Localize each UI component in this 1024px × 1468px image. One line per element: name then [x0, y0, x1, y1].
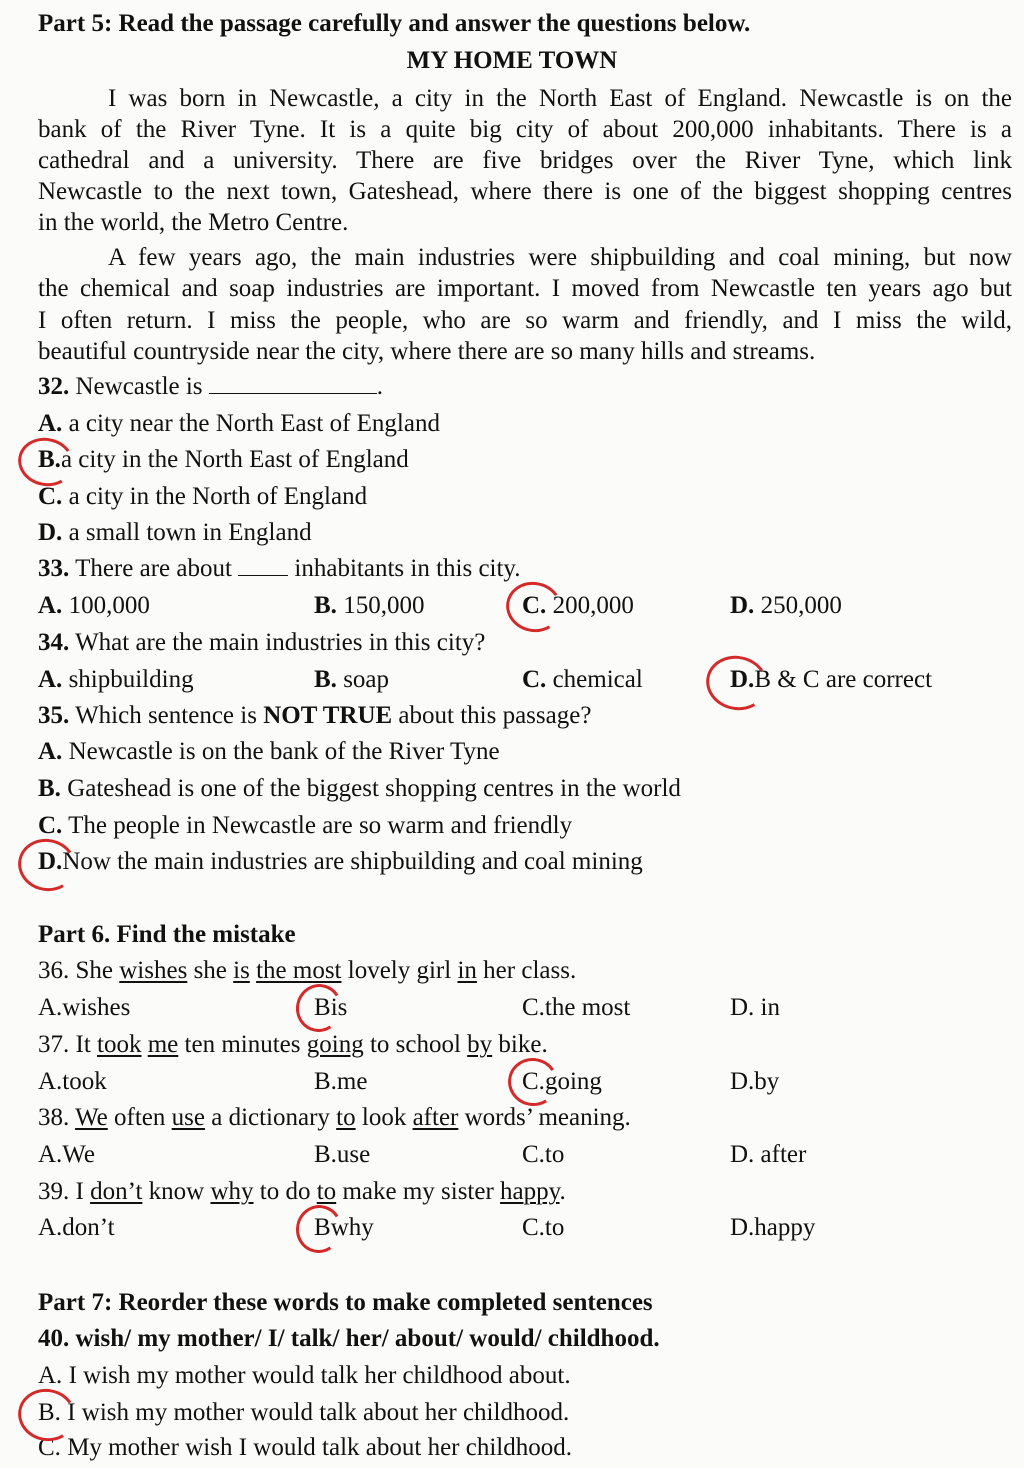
q40-option-b[interactable] — [38, 1397, 569, 1428]
q40-prompt: 40. wish/ my mother/ I/ talk/ her/ about/ would/ childhood. — [38, 1325, 660, 1352]
option-letter: B. — [314, 592, 337, 619]
q37-option-c[interactable] — [522, 1066, 602, 1097]
q32-number: 32. — [38, 373, 70, 400]
option-letter: D. — [38, 519, 63, 546]
part5-heading: Part 5: Read the passage carefully and answer the questions below. — [38, 10, 751, 37]
q38-option-b[interactable]: B.use — [314, 1141, 371, 1168]
q38-underlined-a: We — [75, 1104, 108, 1131]
q35-number: 35. — [38, 702, 70, 729]
option-letter: C. — [522, 666, 547, 693]
option-text: I wish my mother would talk her childhood about. — [68, 1362, 571, 1389]
option-text: 200,000 — [552, 592, 634, 619]
option-text: Gateshead is one of the biggest shopping centres in the world — [67, 775, 681, 802]
option-letter: C. — [522, 592, 547, 619]
q36-underlined-a: wishes — [119, 957, 188, 984]
q39-underlined-c: to — [316, 1178, 337, 1205]
passage-p2-line3: I often return. I miss the people, who are so warm and friendly, and I miss the wild, — [38, 307, 1012, 334]
q37-option-a[interactable]: A.took — [38, 1068, 107, 1095]
option-letter: A. — [38, 592, 63, 619]
q35-option-b[interactable] — [38, 773, 681, 804]
q33-option-b[interactable] — [314, 590, 424, 621]
q36-word: lovely girl — [347, 957, 452, 984]
q35-option-a[interactable] — [38, 736, 500, 767]
option-letter: B. — [314, 666, 337, 693]
passage-p1-line5: in the world, the Metro Centre. — [38, 209, 349, 236]
q39-option-b[interactable] — [314, 1212, 374, 1243]
q35-text-a: Which sentence is — [75, 702, 257, 729]
q36-underlined-d: in — [457, 957, 477, 984]
q37-underlined-b: me — [147, 1031, 179, 1058]
option-text: Newcastle is on the bank of the River Tyne — [68, 738, 500, 765]
option-text: chemical — [552, 666, 643, 693]
q39-word: make my sister — [342, 1178, 494, 1205]
q39-option-c[interactable]: C.to — [522, 1214, 565, 1241]
q38-underlined-b: use — [171, 1104, 205, 1131]
q38-stem — [38, 1102, 631, 1133]
option-letter: D. — [730, 592, 755, 619]
option-letter: D. — [730, 666, 755, 693]
option-letter: B. — [38, 446, 61, 473]
q34-option-b[interactable] — [314, 664, 389, 695]
q39-number: 39. — [38, 1178, 70, 1205]
q34-option-a[interactable] — [38, 664, 194, 695]
q37-word: bike. — [498, 1031, 548, 1058]
option-text: a city near the North East of England — [68, 410, 440, 437]
q32-option-b[interactable] — [38, 444, 409, 475]
option-text: 100,000 — [68, 592, 150, 619]
q39-option-a[interactable]: A.don’t — [38, 1214, 115, 1241]
q33-option-c[interactable] — [522, 590, 634, 621]
q37-stem — [38, 1029, 548, 1060]
passage-p1-line4: Newcastle to the next town, Gateshead, where there is one of the biggest shopping centres — [38, 178, 1012, 205]
passage-p1-line3: cathedral and a university. There are five bridges over the River Tyne, which link — [38, 147, 1012, 174]
q33-number: 33. — [38, 555, 70, 582]
option-letter: D. — [38, 848, 63, 875]
option-letter: C. — [38, 812, 63, 839]
part7-heading: Part 7: Reorder these words to make completed sentences — [38, 1289, 653, 1316]
q38-option-c[interactable]: C.to — [522, 1141, 565, 1168]
option-letter: B. — [38, 775, 61, 802]
option-letter: C. — [38, 1434, 61, 1461]
passage-title: MY HOME TOWN — [406, 47, 618, 74]
q39-underlined-b: why — [210, 1178, 254, 1205]
part6-heading: Part 6. Find the mistake — [38, 921, 296, 948]
q33-text-b: inhabitants in this city. — [294, 555, 521, 582]
option-letter: B. — [38, 1399, 61, 1426]
q32-option-c[interactable] — [38, 481, 367, 512]
q36-underlined-b: is — [233, 957, 250, 984]
option-text: a city in the North East of England — [60, 446, 409, 473]
q36-word: her class. — [483, 957, 577, 984]
q38-word: look — [361, 1104, 407, 1131]
q33-option-d[interactable] — [730, 590, 842, 621]
option-text: Now the main industries are shipbuilding and coal mining — [62, 848, 643, 875]
q37-option-b[interactable]: B.me — [314, 1068, 368, 1095]
q37-word: to school — [369, 1031, 461, 1058]
option-text: The people in Newcastle are so warm and friendly — [68, 812, 573, 839]
q34-option-c[interactable] — [522, 664, 643, 695]
q36-number: 36. — [38, 957, 70, 984]
q39-underlined-a: don’t — [90, 1178, 143, 1205]
passage-p1-line2: bank of the River Tyne. It is a quite big city of about 200,000 inhabitants. There is a — [38, 116, 1012, 143]
q39-word: I — [75, 1178, 84, 1205]
q32-option-d[interactable] — [38, 517, 312, 548]
option-letter: B — [314, 994, 331, 1021]
option-text: shipbuilding — [68, 666, 194, 693]
q40-option-a[interactable] — [38, 1360, 571, 1391]
q32-option-a[interactable] — [38, 408, 440, 439]
q33-text-a: There are about — [75, 555, 232, 582]
q36-underlined-c: the most — [256, 957, 342, 984]
q38-option-a[interactable]: A.We — [38, 1141, 95, 1168]
q36-word: She — [75, 957, 113, 984]
passage-p2-line1: A few years ago, the main industries were shipbuilding and coal mining, but now — [108, 244, 1012, 271]
q39-stem — [38, 1176, 566, 1207]
q32-text: Newcastle is — [75, 373, 203, 400]
option-letter: A. — [38, 410, 63, 437]
option-text: 150,000 — [343, 592, 425, 619]
option-text: B & C are correct — [754, 666, 933, 693]
q36-option-c[interactable]: C.the most — [522, 994, 631, 1021]
option-text: a small town in England — [68, 519, 312, 546]
q37-word: It — [75, 1031, 91, 1058]
q38-number: 38. — [38, 1104, 70, 1131]
q37-number: 37. — [38, 1031, 70, 1058]
q34-number: 34. — [38, 629, 70, 656]
q35-option-d[interactable] — [38, 846, 643, 877]
option-text: is — [330, 994, 348, 1021]
q38-option-d[interactable]: D. after — [730, 1141, 807, 1168]
passage-p2-line4: beautiful countryside near the city, where there are so many hills and streams. — [38, 338, 816, 365]
q40-option-c[interactable] — [38, 1432, 572, 1463]
q39-underlined-d: happy — [500, 1178, 560, 1205]
q36-option-b[interactable] — [314, 992, 347, 1023]
q39-word: . — [559, 1178, 566, 1205]
option-letter: A. — [38, 1362, 63, 1389]
q32-blank — [209, 373, 377, 394]
option-text: soap — [343, 666, 390, 693]
option-letter: C. — [522, 1068, 545, 1095]
q34-option-d[interactable] — [730, 664, 932, 695]
q33-blank — [238, 555, 288, 576]
passage-p1-line1: I was born in Newcastle, a city in the North East of England. Newcastle is on the — [108, 85, 1012, 112]
q38-underlined-c: to — [336, 1104, 356, 1131]
q36-word: she — [193, 957, 227, 984]
q32-end: . — [376, 373, 384, 400]
q37-word: ten minutes — [184, 1031, 301, 1058]
q36-option-a[interactable]: A.wishes — [38, 994, 131, 1021]
q33-stem — [38, 553, 521, 584]
passage-p2-line2: the chemical and soap industries are important. I moved from Newcastle ten years ago but — [38, 275, 1012, 302]
q34-stem — [38, 627, 485, 658]
q35-stem — [38, 700, 591, 731]
q33-option-a[interactable] — [38, 590, 150, 621]
q35-text-b: about this passage? — [398, 702, 592, 729]
q38-underlined-d: after — [412, 1104, 459, 1131]
q34-text: What are the main industries in this city? — [75, 629, 486, 656]
option-text: going — [544, 1068, 602, 1095]
q38-word: often — [114, 1104, 166, 1131]
option-text: I wish my mother would talk about her childhood. — [67, 1399, 570, 1426]
q38-word: a dictionary — [211, 1104, 330, 1131]
q35-emphasis: NOT TRUE — [263, 702, 393, 729]
option-letter: A. — [38, 738, 63, 765]
q37-underlined-c: going — [306, 1031, 364, 1058]
option-letter: A. — [38, 666, 63, 693]
option-text: My mother wish I would talk about her childhood. — [67, 1434, 572, 1461]
q35-option-c[interactable] — [38, 810, 572, 841]
q39-option-d[interactable]: D.happy — [730, 1214, 816, 1241]
q39-word: to do — [259, 1178, 311, 1205]
option-text: why — [330, 1214, 374, 1241]
q37-underlined-d: by — [467, 1031, 493, 1058]
q36-stem — [38, 955, 576, 986]
option-letter: C. — [38, 483, 63, 510]
option-text: 250,000 — [760, 592, 842, 619]
q37-underlined-a: took — [97, 1031, 142, 1058]
option-letter: B — [314, 1214, 331, 1241]
q38-word: words’ meaning. — [464, 1104, 631, 1131]
q37-option-d[interactable]: D.by — [730, 1068, 780, 1095]
q36-option-d[interactable]: D. in — [730, 994, 780, 1021]
q39-word: know — [148, 1178, 205, 1205]
option-text: a city in the North of England — [68, 483, 368, 510]
q32-stem — [38, 371, 383, 402]
